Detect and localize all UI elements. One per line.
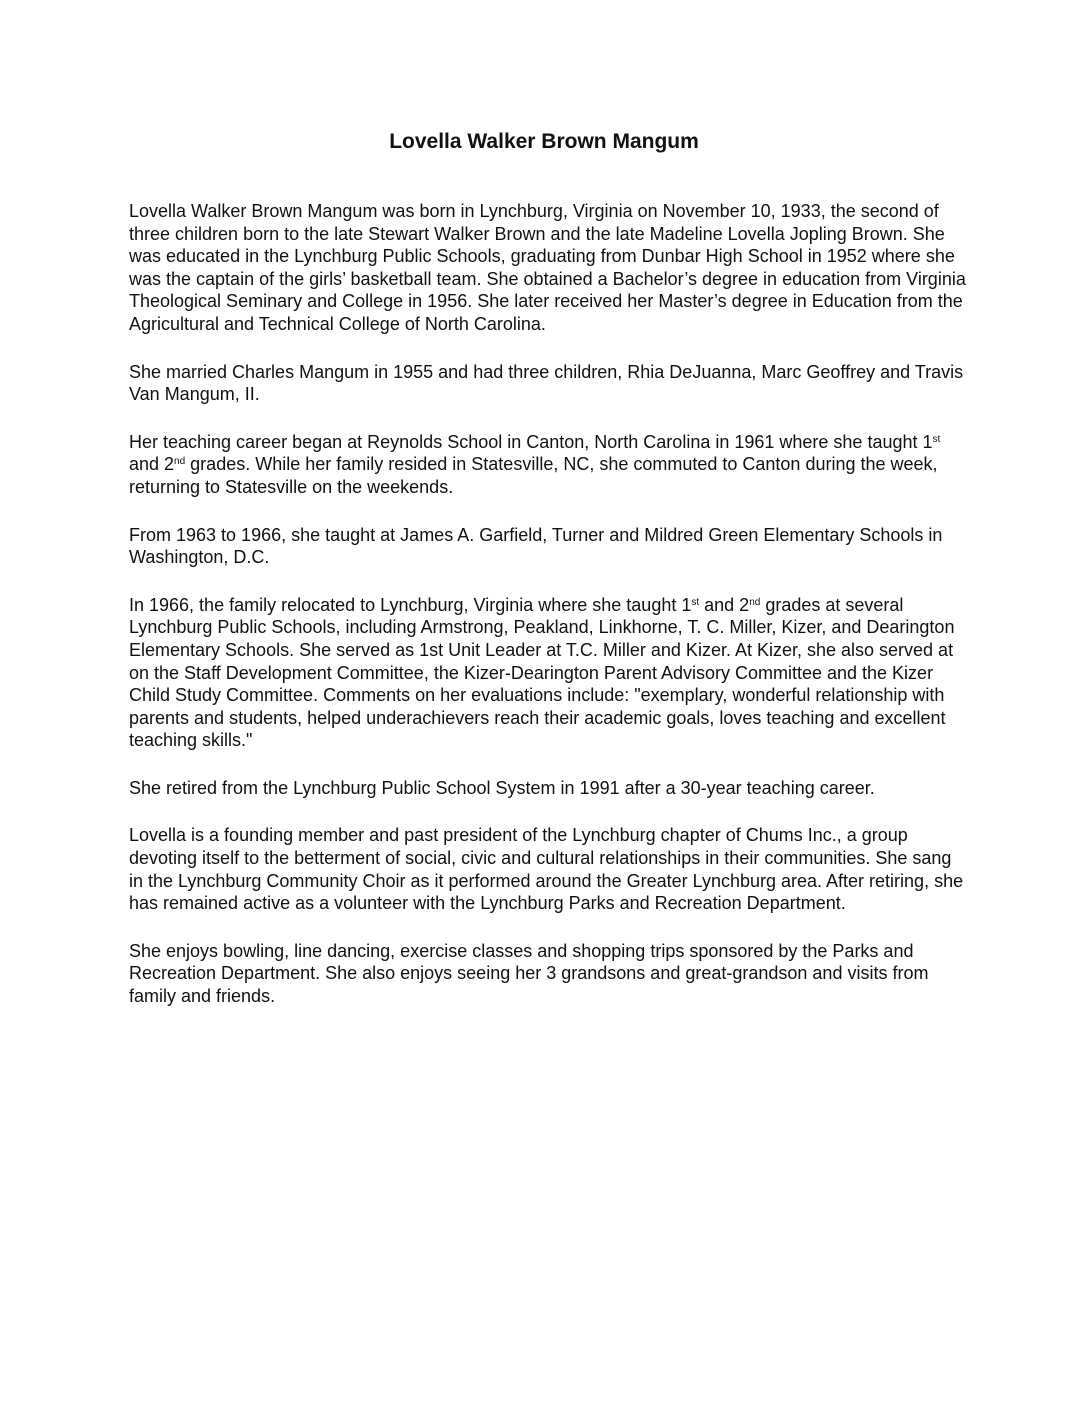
document-body bbox=[129, 200, 969, 1033]
paragraph-community: Lovella is a founding member and past president of the Lynchburg chapter of Chums Inc., a group devoting itself to the betterment of social, civic and cultural relationships in their communities. She sang in the Lynchburg Community Choir as it performed around the Greater Lynchburg area. After retiring, she has remained active as a volunteer with the Lynchburg Parks and Recreation Department. bbox=[129, 825, 964, 914]
ordinal-suffix: nd bbox=[174, 456, 186, 468]
text-segment: In 1966, the family relocated to Lynchburg, Virginia where she taught 1 bbox=[129, 594, 692, 615]
text-segment: and 2 bbox=[699, 594, 750, 615]
ordinal-suffix: st bbox=[932, 433, 941, 445]
paragraph-washington: From 1963 to 1966, she taught at James A. Garfield, Turner and Mildred Green Elementary Schools in Washington, D.C. bbox=[129, 524, 943, 568]
paragraph-marriage: She married Charles Mangum in 1955 and had three children, Rhia DeJuanna, Marc Geoffrey and Travis Van Mangum, II. bbox=[129, 361, 964, 405]
paragraph-lynchburg-teaching bbox=[129, 594, 969, 752]
text-segment: grades. While her family resided in Statesville, NC, she commuted to Canton during the week, returning to Statesville on the weekends. bbox=[129, 454, 938, 497]
paragraph-hobbies: She enjoys bowling, line dancing, exercise classes and shopping trips sponsored by the Parks and Recreation Department. She also enjoys seeing her 3 grandsons and great-grandson and visits from family and friends. bbox=[129, 940, 929, 1007]
paragraph-early-life: Lovella Walker Brown Mangum was born in Lynchburg, Virginia on November 10, 1933, the second of three children born to the late Stewart Walker Brown and the late Madeline Lovella Jopling Brown. She was educated in the Lynchburg Public Schools, graduating from Dunbar High School in 1952 where she was the captain of the girls’ basketball team. She obtained a Bachelor’s degree in education from Virginia Theological Seminary and College in 1956. She later received her Master’s degree in Education from the Agricultural and Technical College of North Carolina. bbox=[129, 201, 966, 334]
paragraph-retirement: She retired from the Lynchburg Public School System in 1991 after a 30-year teaching career. bbox=[129, 777, 875, 798]
paragraph-teaching-career-start bbox=[129, 431, 969, 499]
page-title: Lovella Walker Brown Mangum bbox=[389, 130, 699, 153]
ordinal-suffix: st bbox=[691, 596, 700, 608]
text-segment: Her teaching career began at Reynolds School in Canton, North Carolina in 1961 where she taught 1 bbox=[129, 431, 933, 452]
text-segment: grades at several Lynchburg Public Schools, including Armstrong, Peakland, Linkhorne, T. C. Miller, Kizer, and Dearington Elementary Schools. She served as 1st Unit Leader at T.C. Miller and Kizer. At Kizer, she also served at on the Staff Development Committee, the Kizer-Dearington Parent Advisory Committee and the Kizer Child Study Committee. Comments on her evaluations include: "exemplary, wonderful relationship with parents and students, helped underachievers reach their academic goals, loves teaching and excellent teaching skills." bbox=[129, 594, 955, 751]
ordinal-suffix: nd bbox=[749, 596, 761, 608]
text-segment: and 2 bbox=[129, 454, 175, 475]
